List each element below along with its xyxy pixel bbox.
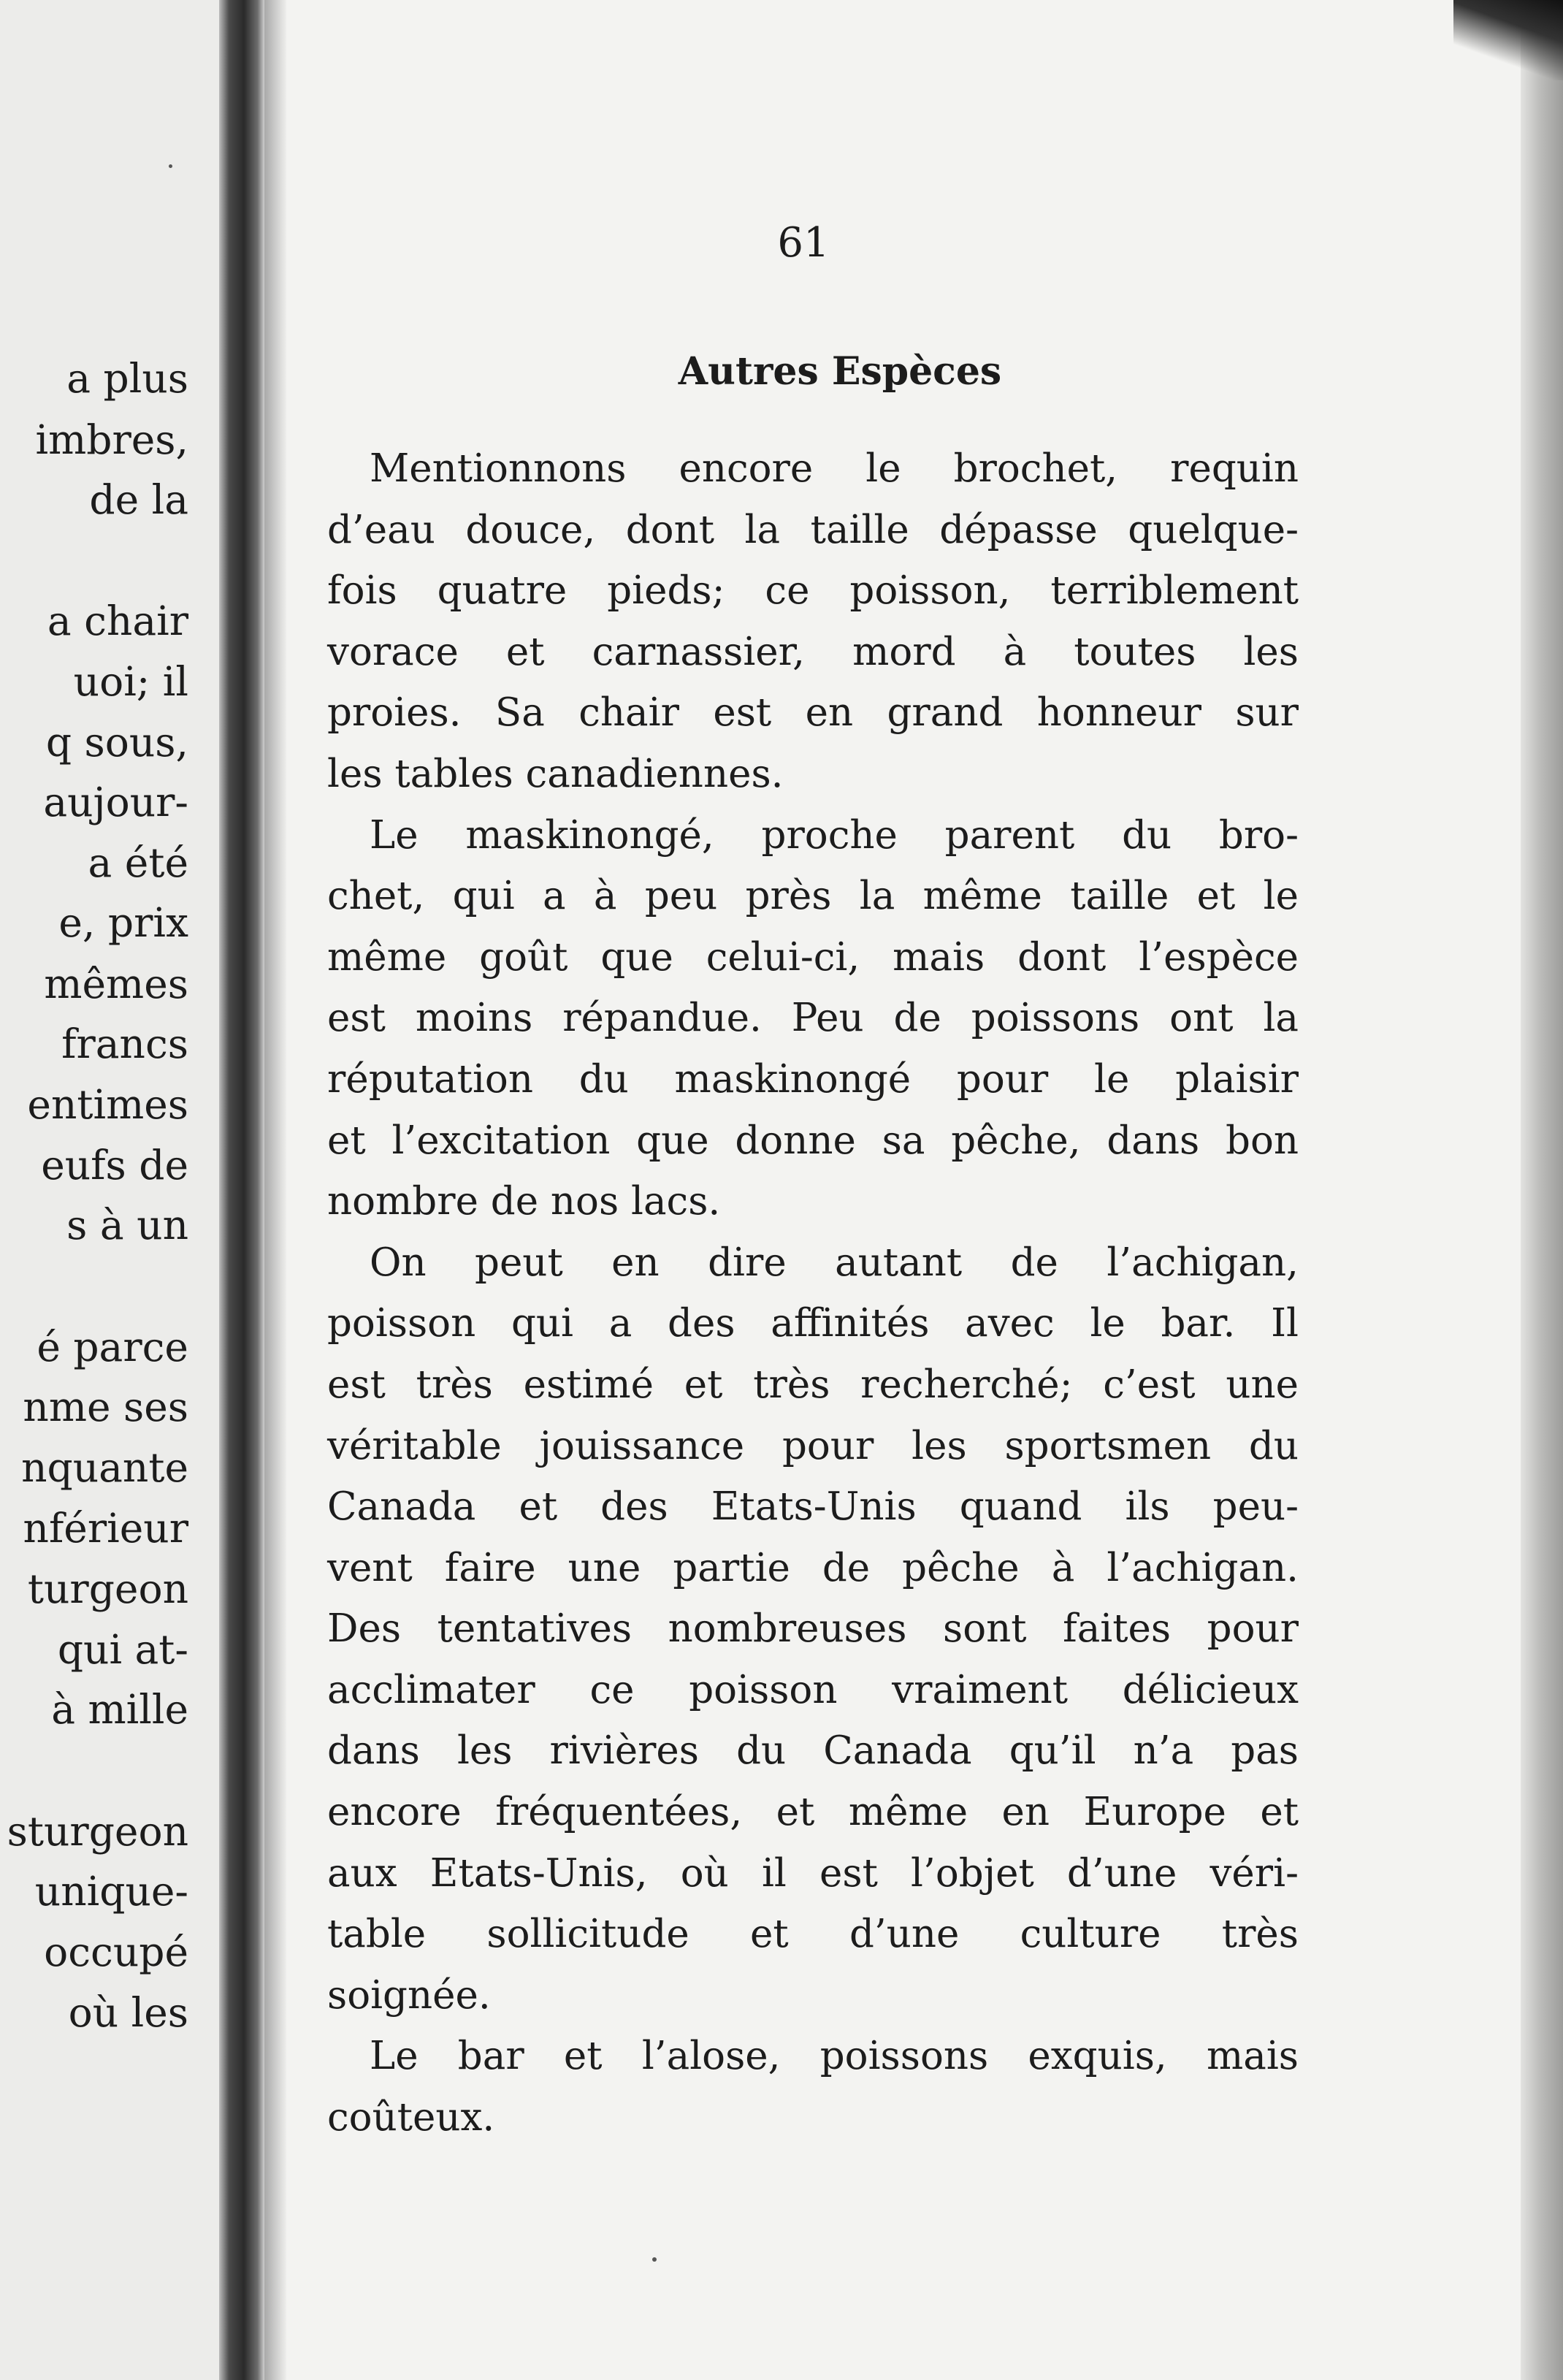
section-heading: Autres Espèces bbox=[678, 349, 1002, 394]
text-line: soignée. bbox=[327, 1972, 491, 2018]
left-page-line: uoi; il bbox=[73, 658, 188, 705]
left-page-line: imbres, bbox=[35, 416, 188, 463]
text-line: et l’excitation que donne sa pêche, dans bon bbox=[327, 1118, 1299, 1163]
text-line: est moins répandue. Peu de poissons ont la bbox=[327, 996, 1299, 1041]
text-line: dans les rivières du Canada qu’il n’a pas bbox=[327, 1728, 1299, 1774]
text-line: poisson qui a des affinités avec le bar. Il bbox=[327, 1301, 1299, 1346]
left-page-line: occupé bbox=[44, 1929, 188, 1975]
text-line: est très estimé et très recherché; c’est une bbox=[327, 1362, 1299, 1407]
page-edge bbox=[1521, 0, 1563, 2380]
left-page-line: mêmes bbox=[44, 961, 188, 1007]
text-line: vorace et carnassier, mord à toutes les bbox=[327, 629, 1299, 674]
left-page-line: sturgeon bbox=[7, 1808, 188, 1855]
left-page-line: où les bbox=[68, 1989, 188, 2036]
left-page-line: a plus bbox=[66, 355, 188, 402]
left-page-line: nquante bbox=[21, 1444, 188, 1491]
text-line: encore fréquentées, et même en Europe et bbox=[327, 1790, 1299, 1835]
corner-shadow bbox=[1453, 0, 1563, 80]
body-text bbox=[327, 438, 1299, 2148]
text-line: table sollicitude et d’une culture très bbox=[327, 1912, 1299, 1957]
left-page-line: nme ses bbox=[23, 1384, 188, 1430]
paragraph bbox=[327, 438, 1299, 805]
text-line: proies. Sa chair est en grand honneur sur bbox=[327, 690, 1299, 736]
book-gutter bbox=[219, 0, 264, 2380]
text-line: les tables canadiennes. bbox=[327, 751, 784, 796]
left-page-line: s à un bbox=[66, 1202, 188, 1248]
text-line: d’eau douce, dont la taille dépasse quelque- bbox=[327, 507, 1299, 552]
text-line: nombre de nos lacs. bbox=[327, 1179, 721, 1224]
left-page-line: eufs de bbox=[41, 1142, 188, 1189]
left-page-line: aujour- bbox=[43, 779, 188, 825]
left-page-line: de la bbox=[89, 476, 188, 523]
left-page-line: a été bbox=[88, 839, 188, 886]
left-page bbox=[0, 0, 219, 2380]
text-line: Le maskinongé, proche parent du bro- bbox=[370, 812, 1299, 858]
text-line: Des tentatives nombreuses sont faites pour bbox=[327, 1606, 1299, 1652]
left-page-line: e, prix bbox=[58, 899, 188, 946]
text-line: Le bar et l’alose, poissons exquis, mais bbox=[370, 2034, 1299, 2079]
paper-speck bbox=[652, 2257, 657, 2262]
left-page-line: entimes bbox=[27, 1081, 188, 1128]
left-page-line: unique- bbox=[34, 1868, 188, 1915]
left-page-line: qui at- bbox=[57, 1626, 188, 1673]
paragraph bbox=[327, 2026, 1299, 2148]
text-line: réputation du maskinongé pour le plaisir bbox=[327, 1056, 1299, 1102]
text-line: même goût que celui-ci, mais dont l’espèce bbox=[327, 934, 1299, 980]
left-page-line: turgeon bbox=[27, 1565, 188, 1612]
left-page-line: é parce bbox=[37, 1324, 188, 1370]
text-line: coûteux. bbox=[327, 2095, 495, 2140]
text-line: chet, qui a à peu près la même taille et le bbox=[327, 874, 1299, 919]
paper-speck bbox=[169, 164, 172, 168]
left-page-line: a chair bbox=[47, 598, 188, 644]
text-line: On peut en dire autant de l’achigan, bbox=[370, 1240, 1299, 1285]
text-line: acclimater ce poisson vraiment délicieux bbox=[327, 1667, 1299, 1712]
text-line: fois quatre pieds; ce poisson, terriblement bbox=[327, 568, 1299, 614]
gutter-fold bbox=[264, 0, 286, 2380]
left-page-line: à mille bbox=[51, 1686, 188, 1733]
text-line: Canada et des Etats-Unis quand ils peu- bbox=[327, 1484, 1299, 1530]
text-line: Mentionnons encore le brochet, requin bbox=[370, 446, 1299, 491]
paragraph bbox=[327, 1232, 1299, 2026]
left-page-line: francs bbox=[61, 1021, 188, 1067]
paragraph bbox=[327, 805, 1299, 1232]
left-page-line: nférieur bbox=[23, 1505, 188, 1552]
page-number: 61 bbox=[777, 219, 830, 267]
text-line: aux Etats-Unis, où il est l’objet d’une véri- bbox=[327, 1850, 1299, 1896]
text-line: vent faire une partie de pêche à l’achigan. bbox=[327, 1545, 1299, 1590]
left-page-line: q sous, bbox=[45, 719, 188, 766]
text-line: véritable jouissance pour les sportsmen du bbox=[327, 1423, 1299, 1468]
